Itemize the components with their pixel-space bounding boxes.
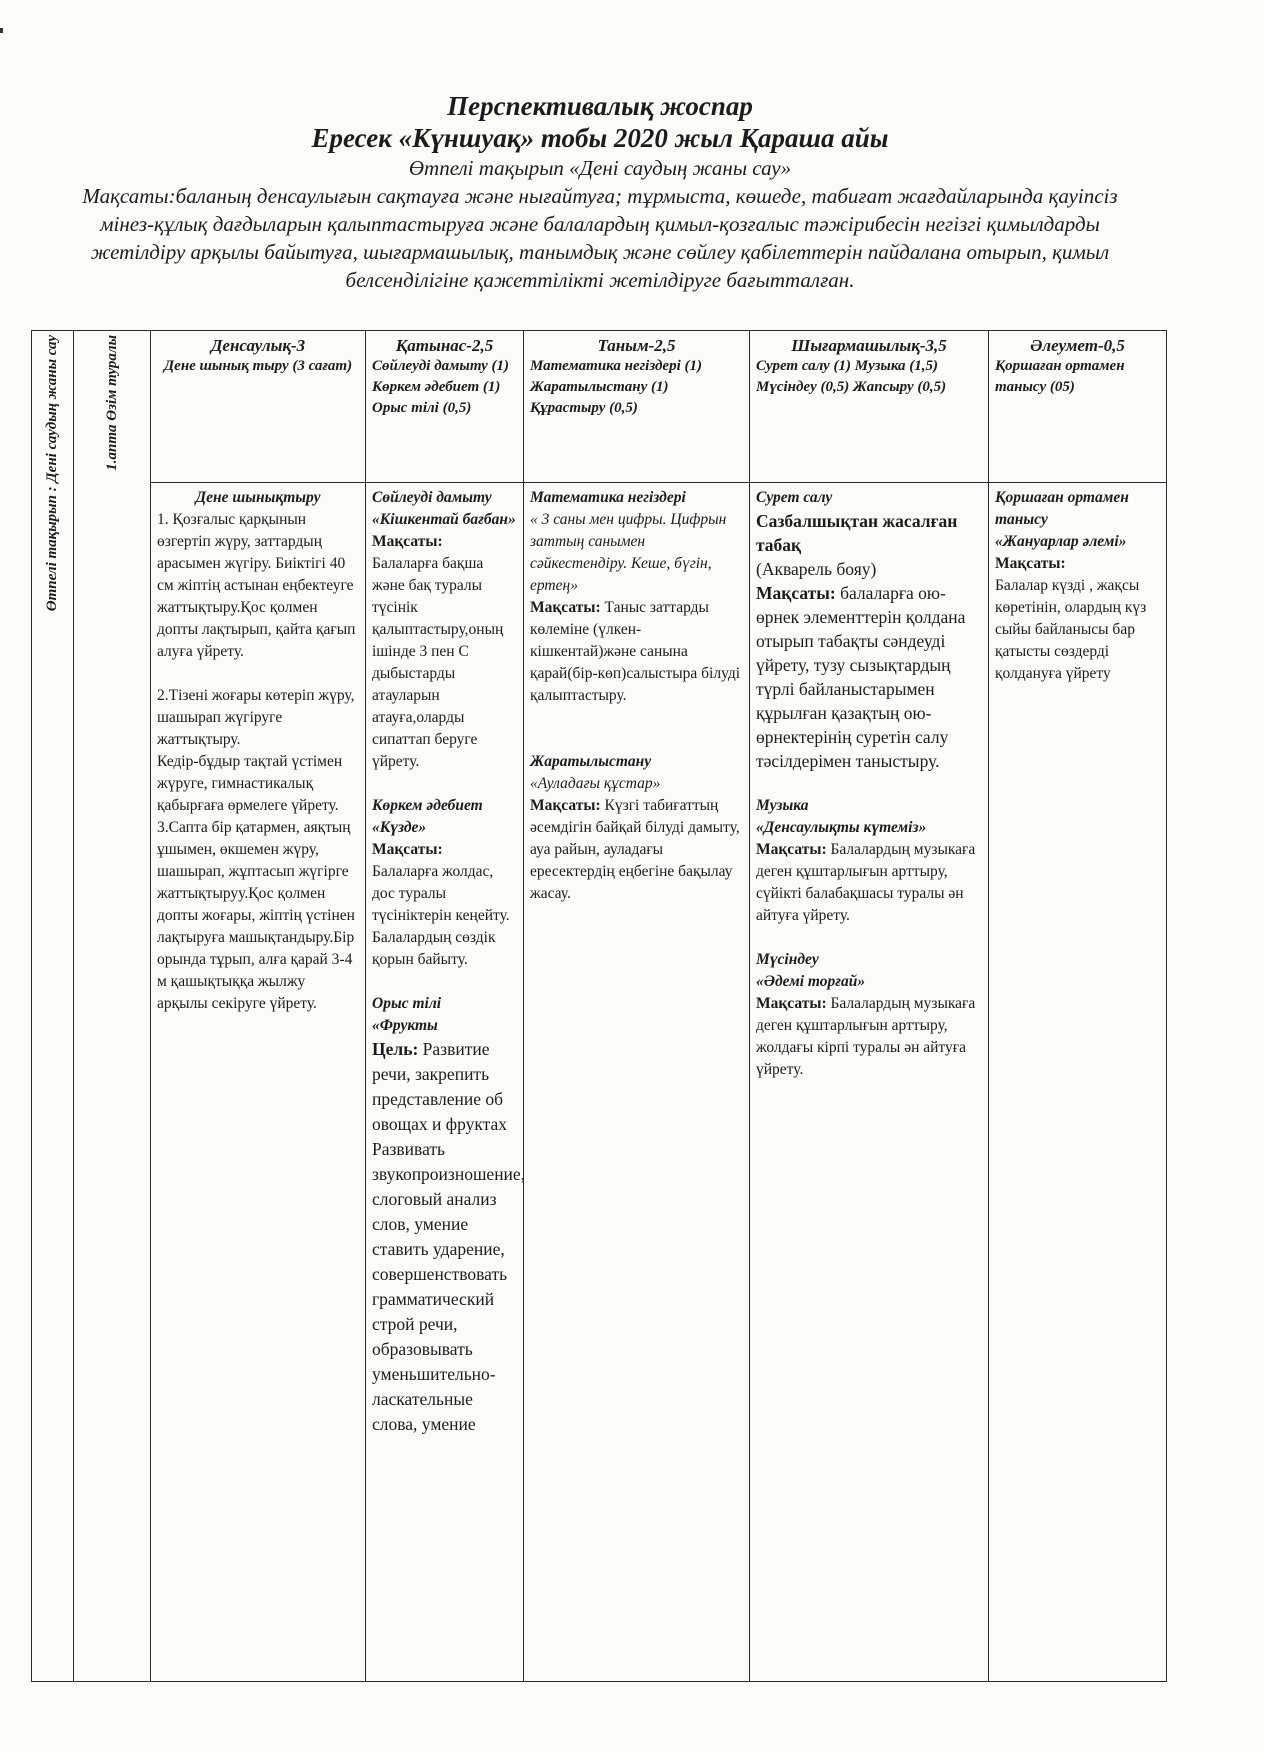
header-cognition-title: Таным-2,5: [597, 336, 676, 355]
cell-topic: «Кішкентай бағбан»: [372, 511, 516, 528]
goal-label: Мақсаты:: [372, 841, 443, 858]
header-row: [32, 331, 1167, 483]
document-subtitle-group: Ересек «Күншуақ» тобы 2020 жыл Қараша айы: [311, 123, 889, 153]
week-vertical-label: 1.апта Өзім туралы: [103, 335, 120, 471]
header-creativity-title: Шығармашылық-3,5: [791, 336, 947, 355]
cell-topic: Сазбалшықтан жасалған табақ: [756, 511, 958, 555]
header-social: [989, 331, 1167, 483]
spacer: [530, 707, 743, 729]
header-communication-sub: (1): [482, 379, 501, 395]
header-communication-sub: Орыс тілі (0,5): [372, 400, 472, 416]
header-cognition-sub: (1): [684, 358, 703, 374]
cell-physical-education: [151, 483, 366, 1682]
cell-heading: Көркем әдебиет: [372, 797, 483, 814]
header-creativity: [750, 331, 989, 483]
week-side-cell: [74, 331, 151, 1682]
cell-heading: Сурет салу: [756, 489, 833, 506]
cell-heading: Дене шынықтыру: [195, 489, 321, 506]
spacer: [756, 927, 982, 949]
header-health-sub: Дене шынық: [163, 358, 249, 374]
header-communication-sub: Сөйлеуді: [372, 358, 431, 374]
cell-paragraph: 3.Сапта бір қатармен, аяқтың ұшымен, өкшемен жүру, шашырап, жұптасып жүгірге жаттықтыруу.Қос қолмен допты жоғары, жіптің үстінен лақтыруға машықтандыру.Бір орында тұрып, алға қарай 3-4 м қашықтыққа жылжу арқылы секіруге үйрету.: [157, 819, 355, 1012]
cell-paragraph: Күзгі табиғаттың әсемдігін байқай білуді дамыту, ауа райын, ауладағы ересектердің еңбегіне бақылау жасау.: [530, 797, 740, 902]
header-creativity-sub: Жапсыру (0,5): [853, 379, 947, 395]
cell-topic: «Әдемі торғай»: [756, 973, 866, 990]
goal-label: Мақсаты:: [995, 555, 1066, 572]
russian-goal: [372, 1039, 525, 1434]
cell-topic-note: (Акварель бояу): [756, 559, 877, 579]
spacer: [756, 773, 982, 795]
header-social-sub: Қоршаған: [995, 358, 1062, 374]
cell-heading: Жаратылыстану: [530, 753, 652, 770]
header-cognition-sub: Жаратылыстану (1): [530, 379, 669, 395]
cell-paragraph: Балаларға жолдас, дос туралы түсініктерін кеңейту. Балалардың сөздік қорын байыту.: [372, 863, 510, 968]
content-row: [32, 483, 1167, 1682]
header-cognition-sub: Математика негіздері: [530, 358, 681, 374]
cell-paragraph: Балаларға бақша және бақ туралы түсінік қалыптастыру,оның ішінде 3 пен С дыбыстарды атауларын атауға,оларды сипаттап беруге үйрету.: [372, 555, 504, 770]
header-health: [151, 331, 366, 483]
goal-label: Мақсаты:: [756, 841, 827, 858]
goal-label: Мақсаты:: [756, 995, 827, 1012]
cell-social: [989, 483, 1167, 1682]
transition-theme: Өтпелі тақырып «Дені саудың жаны сау»: [408, 156, 792, 180]
header-communication-sub: дамыту (1): [434, 358, 510, 374]
goal-label: Мақсаты:: [530, 797, 601, 814]
cell-creativity: [750, 483, 989, 1682]
header-creativity-sub: Музыка (1,5): [854, 358, 939, 374]
header-communication-title: Қатынас-2,5: [395, 336, 494, 355]
spacer: [372, 971, 517, 993]
cell-paragraph: Кедір-бұдыр тақтай үстімен жүруге, гимнастикалық қабырғаға өрмелеге үйрету.: [157, 753, 343, 814]
document-header: [60, 90, 1140, 294]
cell-paragraph: Балалардың музыкаға деген құштарлығын арттыру, жолдағы кірпі туралы ән айтуға үйрету.: [756, 995, 976, 1078]
header-health-hours: (3 сағат): [292, 358, 353, 374]
theme-vertical-label: Өтпелі тақырып : Дені саудың жаны сау: [44, 335, 60, 612]
cell-heading: Мүсіндеу: [756, 951, 819, 968]
cell-topic: «Күзде»: [372, 819, 427, 836]
cell-paragraph: балаларға ою-өрнек элементтерін қолдана отырып табақты сәндеуді үйрету, тузу сызықтардың түрлі байланыстарымен құрылған қазақтың ою-өрнектерінің суретін салу тәсілдерімен таныстыру.: [756, 583, 966, 771]
goal-label: Мақсаты:: [372, 533, 443, 550]
document-title: Перспективалық жоспар: [447, 91, 753, 121]
cell-topic: « 3 саны мен цифры. Цифрын заттың санымен сәйкестендіру. Кеше, бүгін, ертең»: [530, 511, 727, 594]
cell-topic: «Ауладағы құстар»: [530, 775, 661, 792]
header-social-title: Әлеумет-0,5: [1030, 336, 1125, 355]
cell-topic: «Денсаулықты күтеміз»: [756, 819, 927, 836]
cell-paragraph: Балалар күзді , жақсы көретінін, олардың күз сыйы байланысы бар қатысты сөздерді қолдануға үйрету: [995, 577, 1147, 682]
header-social-sub: танысу (05): [995, 379, 1075, 395]
goal-label: Цель:: [372, 1039, 419, 1059]
cell-paragraph: Балалардың музыкаға деген құштарлығын арттыру, сүйікті балабақшасы туралы ән айтуға үйрету.: [756, 841, 976, 924]
plan-table: [31, 330, 1167, 1682]
header-health-sub: тыру: [252, 358, 289, 374]
cell-paragraph: Таныс заттарды көлеміне (үлкен-кішкентай)және санына қарай(бір-көп)салыстыра білуді қалыптастыру.: [530, 599, 741, 704]
cell-paragraph: 2.Тізені жоғары көтеріп жүру, шашырап жүгіруге жаттықтыру.: [157, 687, 355, 748]
theme-side-cell: [32, 331, 74, 1682]
header-creativity-sub: Мүсіндеу (0,5): [756, 379, 850, 395]
cell-topic: «Жануарлар әлемі»: [995, 533, 1127, 550]
header-health-title: Денсаулық-3: [210, 336, 306, 355]
plan-goal: Мақсаты:баланың денсаулығын сақтауға және нығайтуға; тұрмыста, көшеде, табиғат жағдайларында қауіпсіз мінез-құлық дағдыларын қалыптастыруға және балалардың қимыл-қозғалыс тәжірибесін негізгі қимылдарды жетілдіру арқылы байытуға, шығармашылық, танымдық және сөйлеу қабілеттерін пайдалана отырып, қимыл белсенділігіне қажеттілікті жетілдіруге бағытталған.: [82, 184, 1118, 292]
cell-heading: Математика негіздері: [530, 489, 686, 506]
cell-heading: Сөйлеуді дамыту: [372, 489, 492, 506]
goal-label: Мақсаты:: [530, 599, 601, 616]
header-cognition: [524, 331, 750, 483]
cell-communication: [366, 483, 524, 1682]
header-communication-sub: Көркем әдебиет: [372, 379, 480, 395]
cell-paragraph: Развитие речи, закрепить представление об овощах и фруктах Развивать звукопроизношение, слоговый анализ слов, умение ставить ударение, совершенствовать грамматический строй речи, образовывать уменьшительно-ласкательные слова, умение: [372, 1039, 526, 1434]
spacer: [372, 773, 517, 795]
header-cognition-sub: Құрастыру (0,5): [530, 400, 638, 416]
cell-heading: Орыс тілі: [372, 995, 442, 1012]
cell-heading: Музыка: [756, 797, 809, 814]
scan-mark: [0, 28, 3, 33]
header-social-sub: ортамен: [1065, 358, 1125, 374]
cell-heading: Қоршаған ортамен танысу: [995, 489, 1129, 528]
spacer: [530, 729, 743, 751]
header-creativity-sub: Сурет салу (1): [756, 358, 852, 374]
cell-topic: «Фрукты: [372, 1017, 438, 1034]
cell-cognition: [524, 483, 750, 1682]
goal-label: Мақсаты:: [756, 583, 836, 603]
spacer: [157, 663, 359, 685]
cell-paragraph: 1. Қозғалыс қарқынын өзгертіп жүру, заттардың арасымен жүгіру. Биіктігі 40 см жіптің астынан еңбектеуге жаттықтыру.Қос қолмен допты лақтырып, қайта қағып алуға үйрету.: [157, 511, 356, 660]
header-communication: [366, 331, 524, 483]
